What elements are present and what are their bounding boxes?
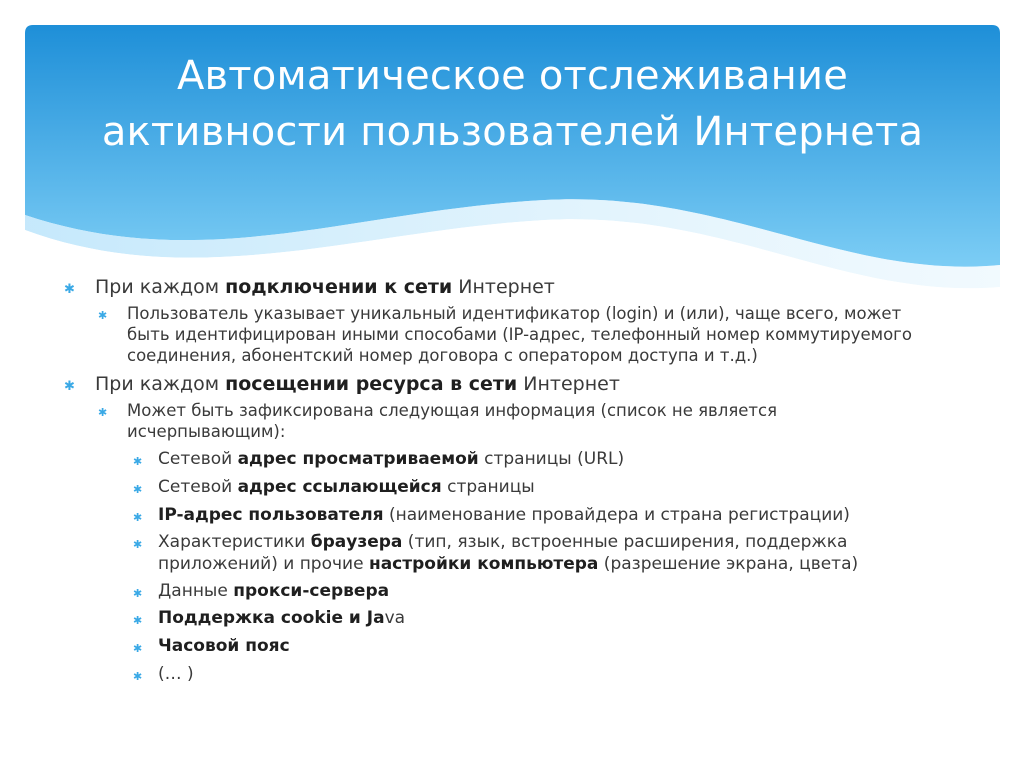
list-item: При каждом посещении ресурса в сети Интернет [95, 373, 620, 395]
bullet-icon: ✱ [133, 670, 143, 683]
bullet-icon: ✱ [64, 379, 75, 394]
list-item: Сетевой адрес просматриваемой страницы (URL) [158, 449, 625, 469]
list-item: Пользователь указывает уникальный идентификатор (login) и (или), чаще всего, может быть идентифицирован иными способами (IP-адрес, телефонный номер коммутируемого соединения, абонентский номер договора с оператором доступа и т.д.) [127, 304, 912, 365]
bullet-icon: ✱ [64, 282, 75, 297]
list-item: При каждом подключении к сети Интернет [95, 276, 555, 298]
title-line-1: Автоматическое отслеживание [176, 53, 849, 99]
title-line-2: активности пользователей Интернета [101, 109, 924, 155]
list-item: Поддержка cookie и Java [158, 608, 406, 628]
bullet-icon: ✱ [133, 587, 143, 600]
list-item: Часовой пояс [158, 636, 290, 656]
bullet-icon: ✱ [133, 511, 143, 524]
bullet-icon: ✱ [133, 642, 143, 655]
list-item: Характеристики браузера (тип, язык, встроенные расширения, поддержка приложений) и прочие настройки компьютера (разрешение экрана, цвета) [158, 532, 859, 574]
bullet-icon: ✱ [133, 455, 143, 468]
bullet-icon: ✱ [98, 309, 108, 322]
bullet-icon: ✱ [98, 406, 108, 419]
list-item: Может быть зафиксирована следующая информация (список не является исчерпывающим): [127, 401, 778, 441]
bullet-icon: ✱ [133, 538, 143, 551]
bullet-icon: ✱ [133, 483, 143, 496]
bullet-icon: ✱ [133, 614, 143, 627]
list-item: Сетевой адрес ссылающейся страницы [158, 477, 535, 497]
list-item: IP-адрес пользователя (наименование провайдера и страна регистрации) [158, 505, 850, 525]
list-item: (… ) [158, 664, 194, 684]
list-item: Данные прокси-сервера [158, 581, 390, 601]
